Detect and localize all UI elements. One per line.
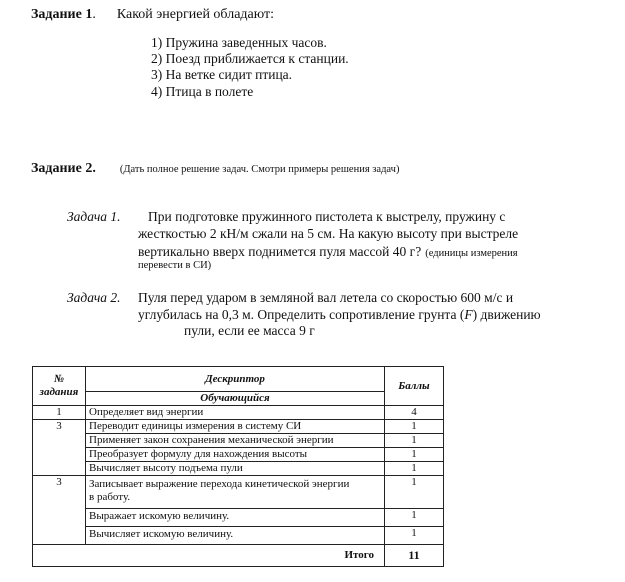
task1-item-3: 3) На ветке сидит птица. xyxy=(151,67,293,82)
problem1-label: Задача 1. xyxy=(67,209,121,224)
row-score: 4 xyxy=(385,406,444,420)
total-value: 11 xyxy=(385,545,444,567)
task1-title: Задание 1 xyxy=(31,7,93,22)
problem1-line2: жесткостью 2 кН/м сжали на 5 см. На какую высоту при выстреле xyxy=(138,226,519,241)
problem1-line1: При подготовке пружинного пистолета к выстрелу, пружину с xyxy=(148,209,506,224)
table-total-row xyxy=(33,545,444,567)
table-row xyxy=(33,476,444,509)
header-num-word: задания xyxy=(39,386,79,398)
problem1-line3-wrap xyxy=(138,243,518,261)
total-label: Итого xyxy=(33,545,385,567)
task1-heading xyxy=(31,7,274,23)
table-row xyxy=(33,420,444,434)
header-score: Баллы xyxy=(385,367,444,406)
table-row xyxy=(33,448,444,462)
row-score: 1 xyxy=(385,509,444,527)
descriptor-table xyxy=(32,366,444,567)
row-num: 3 xyxy=(33,476,86,545)
header-learner: Обучающийся xyxy=(86,392,385,406)
problem2-line2-a: углубилась на 0,3 м. Определить сопротивление грунта ( xyxy=(138,307,465,322)
row-descriptor xyxy=(86,476,385,509)
problem1-line3: вертикально вверх поднимется пуля массой 40 г? xyxy=(138,244,422,259)
header-descriptor: Дескриптор xyxy=(86,367,385,392)
row-descriptor-line2: в работу. xyxy=(89,491,131,503)
problem1-line3-note: (единицы измерения xyxy=(425,248,518,259)
task1-item-4: 4) Птица в полете xyxy=(151,84,254,99)
row-descriptor: Вычисляет искомую величину. xyxy=(86,527,385,545)
row-score: 1 xyxy=(385,420,444,434)
task2-title: Задание 2. xyxy=(31,161,96,176)
table-subheader-row xyxy=(33,392,444,406)
problem2-line1: Пуля перед ударом в земляной вал летела со скоростью 600 м/с и xyxy=(138,290,514,305)
table-row xyxy=(33,434,444,448)
row-descriptor: Переводит единицы измерения в систему СИ xyxy=(86,420,385,434)
problem2-line2-f: F xyxy=(464,307,473,322)
row-descriptor: Определяет вид энергии xyxy=(86,406,385,420)
row-descriptor: Применяет закон сохранения механической энергии xyxy=(86,434,385,448)
row-descriptor: Преобразует формулу для нахождения высоты xyxy=(86,448,385,462)
header-num-symbol: № xyxy=(53,373,65,385)
problem2-line2 xyxy=(138,307,541,323)
task1-question: Какой энергией обладают: xyxy=(116,7,275,22)
table-row xyxy=(33,509,444,527)
problem2-line2-b: ) движению xyxy=(472,307,541,322)
row-descriptor: Вычисляет высоту подъема пули xyxy=(86,462,385,476)
table-row xyxy=(33,406,444,420)
task2-note: (Дать полное решение задач. Смотри примеры решения задач) xyxy=(119,164,400,175)
problem1-line4-note: перевести в СИ) xyxy=(138,260,212,271)
row-score: 1 xyxy=(385,527,444,545)
row-descriptor-line1: Записывает выражение перехода кинетической энергии xyxy=(89,478,350,490)
table-header-row xyxy=(33,367,444,392)
row-num: 1 xyxy=(33,406,86,420)
task1-item-2: 2) Поезд приближается к станции. xyxy=(151,51,349,66)
task1-title-dot: . xyxy=(92,7,96,22)
row-score: 1 xyxy=(385,434,444,448)
header-task-number xyxy=(33,367,86,406)
row-score: 1 xyxy=(385,448,444,462)
table-row xyxy=(33,527,444,545)
problem2-label: Задача 2. xyxy=(67,290,121,305)
task2-heading xyxy=(31,159,399,177)
table-row xyxy=(33,462,444,476)
row-descriptor: Выражает искомую величину. xyxy=(86,509,385,527)
problem2-line3: пули, если ее масса 9 г xyxy=(184,323,315,338)
row-score: 1 xyxy=(385,462,444,476)
task1-item-1: 1) Пружина заведенных часов. xyxy=(151,35,327,50)
row-score: 1 xyxy=(385,476,444,509)
row-num: 3 xyxy=(33,420,86,476)
